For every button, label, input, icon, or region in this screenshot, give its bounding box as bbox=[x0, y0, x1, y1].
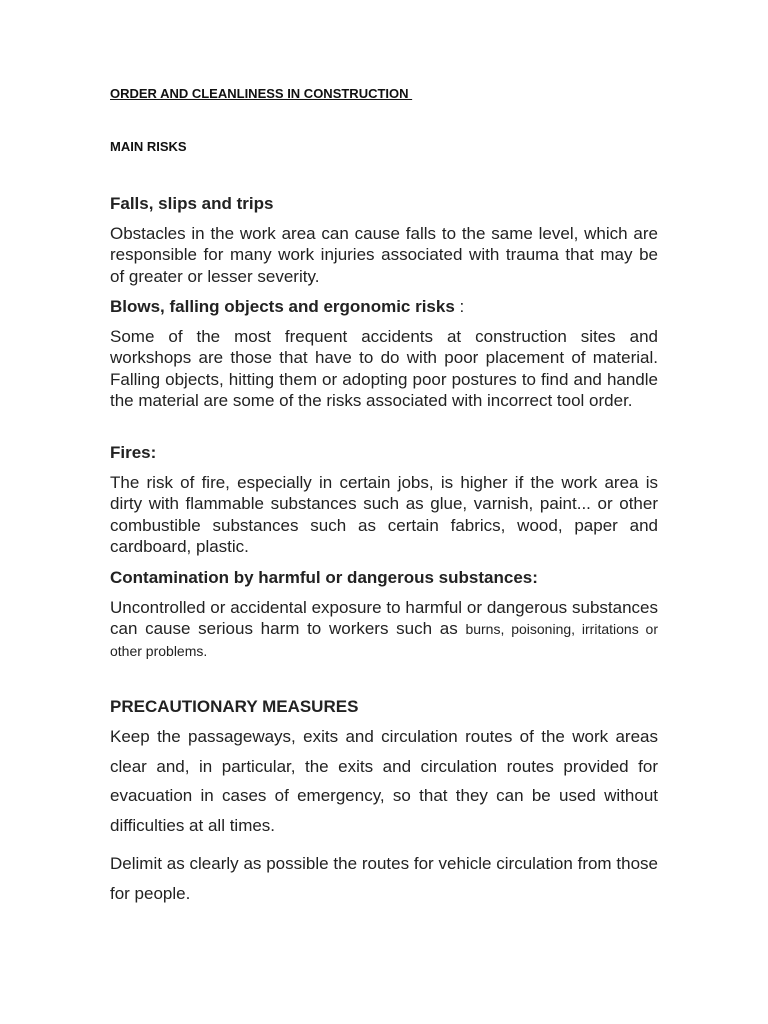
main-risks-label: MAIN RISKS bbox=[110, 139, 187, 154]
section-text-falls: Obstacles in the work area can cause falls to the same level, which are responsible for many work injuries associated with trauma that may be of greater or lesser severity. bbox=[110, 224, 658, 286]
contamination-text-main: Uncontrolled or accidental exposure to harmful or dangerous substances can cause serious harm to workers such as bbox=[110, 598, 658, 639]
section-heading-blows-suffix: : bbox=[454, 297, 465, 316]
precaution-paragraph-1: Keep the passageways, exits and circulation routes of the work areas clear and, in particular, the exits and circulation routes provided for evacuation in cases of emergency, so that they can be used without difficulties at all times. bbox=[110, 727, 658, 835]
section-heading-blows bbox=[110, 296, 658, 317]
section-heading-falls: Falls, slips and trips bbox=[110, 194, 274, 213]
contamination-text-small: burns, poisoning, irritations or other problems. bbox=[110, 621, 658, 659]
document-title: ORDER AND CLEANLINESS IN CONSTRUCTION bbox=[110, 86, 413, 101]
section-heading-contamination: Contamination by harmful or dangerous substances: bbox=[110, 568, 538, 587]
section-heading-fires: Fires: bbox=[110, 443, 157, 462]
precaution-paragraph-2: Delimit as clearly as possible the routes for vehicle circulation from those for people. bbox=[110, 854, 658, 903]
precautionary-heading: PRECAUTIONARY MEASURES bbox=[110, 697, 359, 716]
section-text-fires: The risk of fire, especially in certain jobs, is higher if the work area is dirty with flammable substances such as glue, varnish, paint... or other combustible substances such as certain fabrics, wood, paper and cardboard, plastic. bbox=[110, 473, 658, 556]
section-text-contamination bbox=[110, 597, 658, 661]
section-text-blows: Some of the most frequent accidents at construction sites and workshops are those that have to do with poor placement of material. Falling objects, hitting them or adopting poor postures to find and handle the material are some of the risks associated with incorrect tool order. bbox=[110, 327, 658, 410]
section-heading-blows-text: Blows, falling objects and ergonomic risks bbox=[110, 297, 455, 316]
